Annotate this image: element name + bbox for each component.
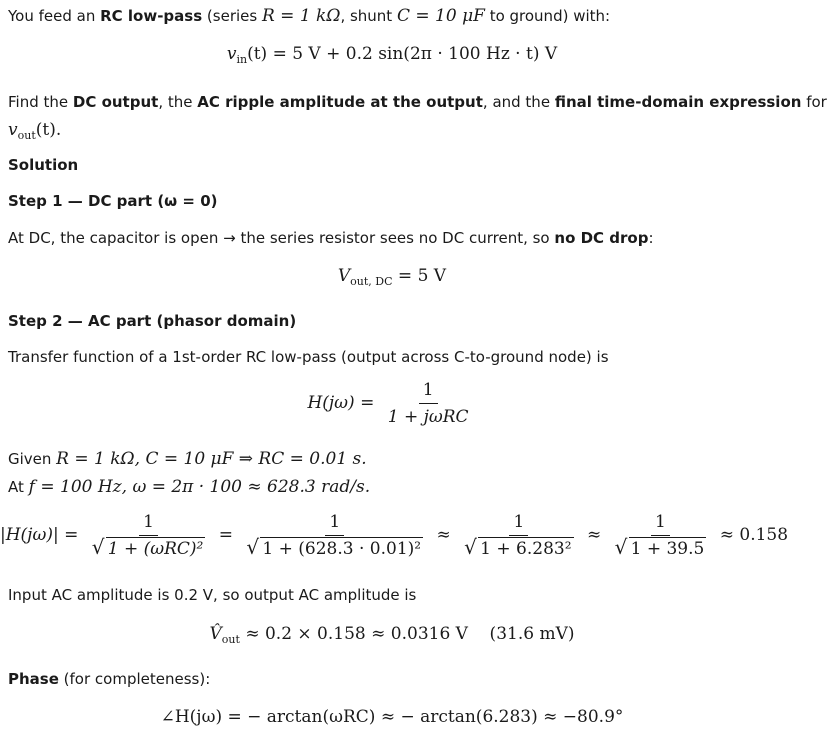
- solution-heading: Solution: [8, 156, 79, 174]
- input-amplitude-text: Input AC amplitude is 0.2 V, so output AC amplitude is: [8, 586, 417, 604]
- phase-label: Phase (for completeness):: [8, 670, 211, 688]
- step2-text: Transfer function of a 1st-order RC low-pass (output across C-to-ground node) is: [8, 348, 609, 366]
- at-frequency-line: At f = 100 Hz, ω = 2π · 100 ≈ 628.3 rad/s.: [8, 477, 371, 497]
- transfer-function-equation: H(jω) = $\frac{1}{\text{1 + jωRC}}$: [307, 380, 469, 427]
- magnitude-equation: |H(jω)| = 1 √ 1 + (ωRC)² = 1 √ 1 + (628.3 · 0.01)² ≈ 1 √ 1 + 6.283² ≈ 1 √ 1 + 39.5 ≈ 0.158: [0, 512, 789, 559]
- given-line: Given R = 1 kΩ, C = 10 μF ⇒ RC = 0.01 s.: [8, 449, 367, 469]
- vin-equation: $v_{in}(t) = 5$ V + 0.2 sin(2π · 100 Hz · t) V: [226, 44, 558, 66]
- problem-intro: You feed an RC low-pass (series R = 1 kΩ, shunt C = 10 μF to ground) with:: [8, 6, 611, 26]
- step1-heading: Step 1 — DC part (ω = 0): [8, 192, 218, 210]
- find-vout: $v_{out}(t)$.: [8, 120, 62, 142]
- vout-dc-equation: $V_{out, DC} = 5$ V: [337, 266, 447, 288]
- phase-equation: ∠H(jω) = − arctan(ωRC) ≈ − arctan(6.283) ≈ −80.9°: [160, 707, 624, 727]
- step1-text: At DC, the capacitor is open → the series resistor sees no DC current, so no DC drop:: [8, 229, 654, 247]
- find-statement: Find the DC output, the AC ripple amplitude at the output, and the final time-domain expression for: [8, 93, 827, 111]
- step2-heading: Step 2 — AC part (phasor domain): [8, 312, 297, 330]
- output-amplitude-equation: $V̂_{out} \approx 0.2 \times 0.158 \approx 0.0316$ V (31.6 mV): [209, 624, 575, 646]
